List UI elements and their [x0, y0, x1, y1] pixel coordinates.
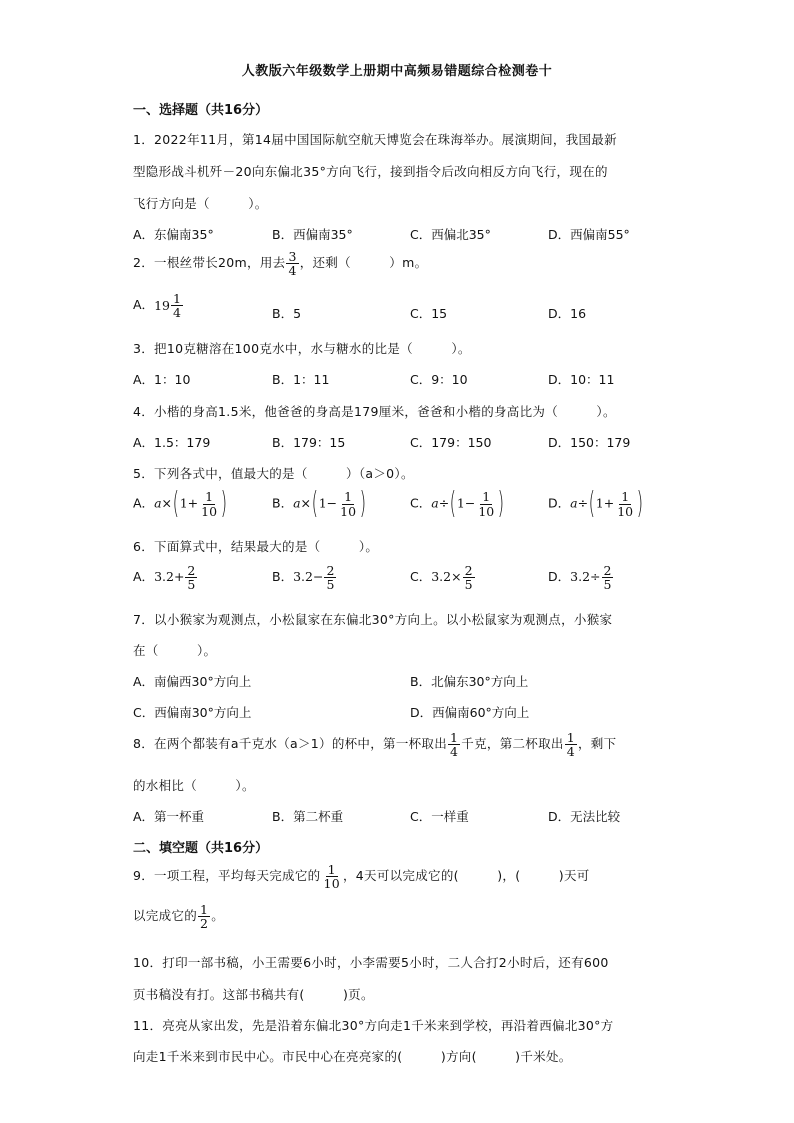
q5-a-lparen: ( [172, 486, 180, 521]
q6-option-d [548, 564, 614, 591]
q5-c-den: 10 [478, 503, 495, 519]
q2-frac-den: 4 [288, 263, 297, 279]
q2-option-a [133, 292, 184, 319]
q5-c-one: 1− [456, 495, 476, 511]
q9-line2-post: 。 [211, 908, 225, 924]
q7-line1: 7．以小猴家为观测点，小松鼠家在东偏北30°方向上。以小松鼠家为观测点，小猴家 [133, 612, 613, 627]
q8-option-c: C．一样重 [410, 809, 469, 824]
q5-d-lparen: ( [588, 486, 596, 521]
q6-b-label: B． [272, 569, 294, 585]
q5-c-rparen: ) [497, 486, 505, 521]
q5-d-num: 1 [621, 489, 630, 505]
q6-line: 6．下面算式中，结果最大的是（ ）。 [133, 539, 379, 554]
q6-option-c [410, 564, 476, 591]
q4-option-d: D．150：179 [548, 435, 631, 450]
q6-d-den: 5 [603, 577, 612, 593]
q5-d-var: a [570, 495, 578, 511]
q2-pre: 2．一根丝带长20m，用去 [133, 255, 286, 271]
q2-line [133, 250, 427, 277]
q8-pre: 8．在两个都装有a千克水（a＞1）的杯中，第一杯取出 [133, 736, 448, 752]
q5-d-one: 1+ [595, 495, 615, 511]
q5-d-rparen: ) [636, 486, 644, 521]
q7-option-a: A．南偏西30°方向上 [133, 674, 252, 689]
q8-line2: 的水相比（ ）。 [133, 778, 255, 793]
q9-line1 [133, 863, 590, 890]
q5-b-lparen: ( [311, 486, 319, 521]
q5-a-op: × [161, 495, 172, 511]
q7-option-c: C．西偏南30°方向上 [133, 705, 252, 720]
q9-line2 [133, 903, 224, 930]
q7-line2: 在（ ）。 [133, 643, 217, 658]
q6-b-op: 3.2− [293, 569, 324, 585]
q6-c-num: 2 [464, 563, 473, 578]
q5-b-var: a [293, 495, 301, 511]
q2-a-num: 1 [172, 291, 181, 306]
section-choice-heading: 一、选择题（共16分） [133, 103, 269, 118]
q9-pre: 9．一项工程，平均每天完成它的 [133, 868, 321, 884]
q8-line1 [133, 731, 616, 758]
q9-post: ，4天可以完成它的( )，( )天可 [342, 868, 590, 884]
q2-a-den: 4 [172, 305, 181, 321]
q11-line1: 11．亮亮从家出发，先是沿着东偏北30°方向走1千米来到学校，再沿着西偏北30°方 [133, 1018, 614, 1033]
q8-frac2-num: 1 [566, 730, 575, 745]
q4-option-a: A．1.5：179 [133, 435, 211, 450]
q5-a-num: 1 [205, 489, 214, 505]
q5-d-label: D． [548, 495, 571, 511]
q5-option-b [272, 486, 367, 521]
q2-a-whole: 19 [154, 298, 170, 314]
q5-b-one: 1− [318, 495, 338, 511]
q6-c-den: 5 [464, 577, 473, 593]
q5-a-label: A． [133, 495, 155, 511]
q6-a-label: A． [133, 569, 155, 585]
q8-frac1-num: 1 [450, 730, 459, 745]
q6-d-num: 2 [603, 563, 612, 578]
q10-line1: 10．打印一部书稿，小王需要6小时，小李需要5小时，二人合打2小时后，还有600 [133, 955, 609, 970]
q9-frac-num: 1 [327, 862, 336, 877]
q5-b-op: × [300, 495, 312, 511]
q5-c-num: 1 [482, 489, 491, 505]
q9-frac2-den: 2 [200, 916, 209, 932]
q9-frac-den: 10 [323, 876, 340, 892]
q5-b-num: 1 [344, 489, 353, 505]
page-title: 人教版六年级数学上册期中高频易错题综合检测卷十 [241, 64, 553, 79]
q2-option-d: D．16 [548, 306, 587, 321]
q5-option-a [133, 486, 228, 521]
q6-option-a [133, 564, 198, 591]
q1-option-c: C．西偏北35° [410, 227, 491, 242]
q5-c-lparen: ( [449, 486, 457, 521]
q10-line2: 页书稿没有打。这部书稿共有( )页。 [133, 987, 374, 1002]
q5-option-d [548, 486, 644, 521]
q6-d-op: 3.2÷ [570, 569, 601, 585]
q3-option-d: D．10：11 [548, 372, 615, 387]
q5-a-one: 1+ [179, 495, 199, 511]
q4-line: 4．小楷的身高1.5米，他爸爸的身高是179厘米，爸爸和小楷的身高比为（ ）。 [133, 404, 616, 419]
q8-option-a: A．第一杯重 [133, 809, 205, 824]
q8-option-d: D．无法比较 [548, 809, 621, 824]
q5-option-c [410, 486, 505, 521]
q8-post: ，剩下 [577, 736, 617, 752]
q5-line: 5．下列各式中，值最大的是（ ）（a＞0）。 [133, 466, 414, 481]
q5-c-label: C． [410, 495, 432, 511]
q5-b-rparen: ) [359, 486, 367, 521]
q8-option-b: B．第二杯重 [272, 809, 344, 824]
q7-option-b: B．北偏东30°方向上 [410, 674, 529, 689]
q2-a-mixed [154, 292, 184, 319]
q2-frac-num: 3 [288, 249, 297, 264]
q1-line2: 型隐形战斗机歼－20向东偏北35°方向飞行，接到指令后改向相反方向飞行，现在的 [133, 164, 608, 179]
q2-option-b: B．5 [272, 306, 302, 321]
q5-a-var: a [154, 495, 162, 511]
q2-a-label: A． [133, 297, 155, 313]
q9-frac2-num: 1 [200, 902, 209, 917]
section-fill-heading: 二、填空题（共16分） [133, 841, 269, 856]
q6-b-num: 2 [326, 563, 335, 578]
q5-a-den: 10 [201, 503, 218, 519]
q7-option-d: D．西偏南60°方向上 [410, 705, 530, 720]
q3-option-c: C．9：10 [410, 372, 468, 387]
q2-fraction [286, 250, 298, 277]
q1-option-d: D．西偏南55° [548, 227, 630, 242]
q5-a-rparen: ) [220, 486, 228, 521]
q6-a-den: 5 [187, 577, 196, 593]
q6-d-label: D． [548, 569, 571, 585]
q6-a-op: 3.2+ [154, 569, 185, 585]
q6-b-den: 5 [326, 577, 335, 593]
q1-line1: 1．2022年11月，第14届中国国际航空航天博览会在珠海举办。展演期间，我国最新 [133, 132, 617, 147]
q1-line3: 飞行方向是（ ）。 [133, 196, 268, 211]
q5-c-op: ÷ [438, 495, 450, 511]
q6-a-num: 2 [187, 563, 196, 578]
q3-line: 3．把10克糖溶在100克水中，水与糖水的比是（ ）。 [133, 341, 471, 356]
q6-c-label: C． [410, 569, 432, 585]
q5-d-den: 10 [617, 503, 634, 519]
q5-d-op: ÷ [577, 495, 589, 511]
q4-option-c: C．179：150 [410, 435, 492, 450]
q2-post: ，还剩（ ）m。 [299, 255, 428, 271]
q1-option-a: A．东偏南35° [133, 227, 214, 242]
q3-option-b: B．1：11 [272, 372, 330, 387]
q4-option-b: B．179：15 [272, 435, 346, 450]
q3-option-a: A．1：10 [133, 372, 191, 387]
q2-option-c: C．15 [410, 306, 448, 321]
q8-mid: 千克，第二杯取出 [461, 736, 564, 752]
q8-frac1-den: 4 [450, 744, 459, 760]
q8-frac2-den: 4 [566, 744, 575, 760]
q6-option-b [272, 564, 337, 591]
q5-b-den: 10 [340, 503, 357, 519]
q5-b-label: B． [272, 495, 294, 511]
q9-line2-pre: 以完成它的 [133, 908, 198, 924]
q11-line2: 向走1千米来到市民中心。市民中心在亮亮家的( )方向( )千米处。 [133, 1049, 572, 1064]
q5-c-var: a [431, 495, 439, 511]
q1-option-b: B．西偏南35° [272, 227, 353, 242]
q6-c-op: 3.2× [431, 569, 462, 585]
